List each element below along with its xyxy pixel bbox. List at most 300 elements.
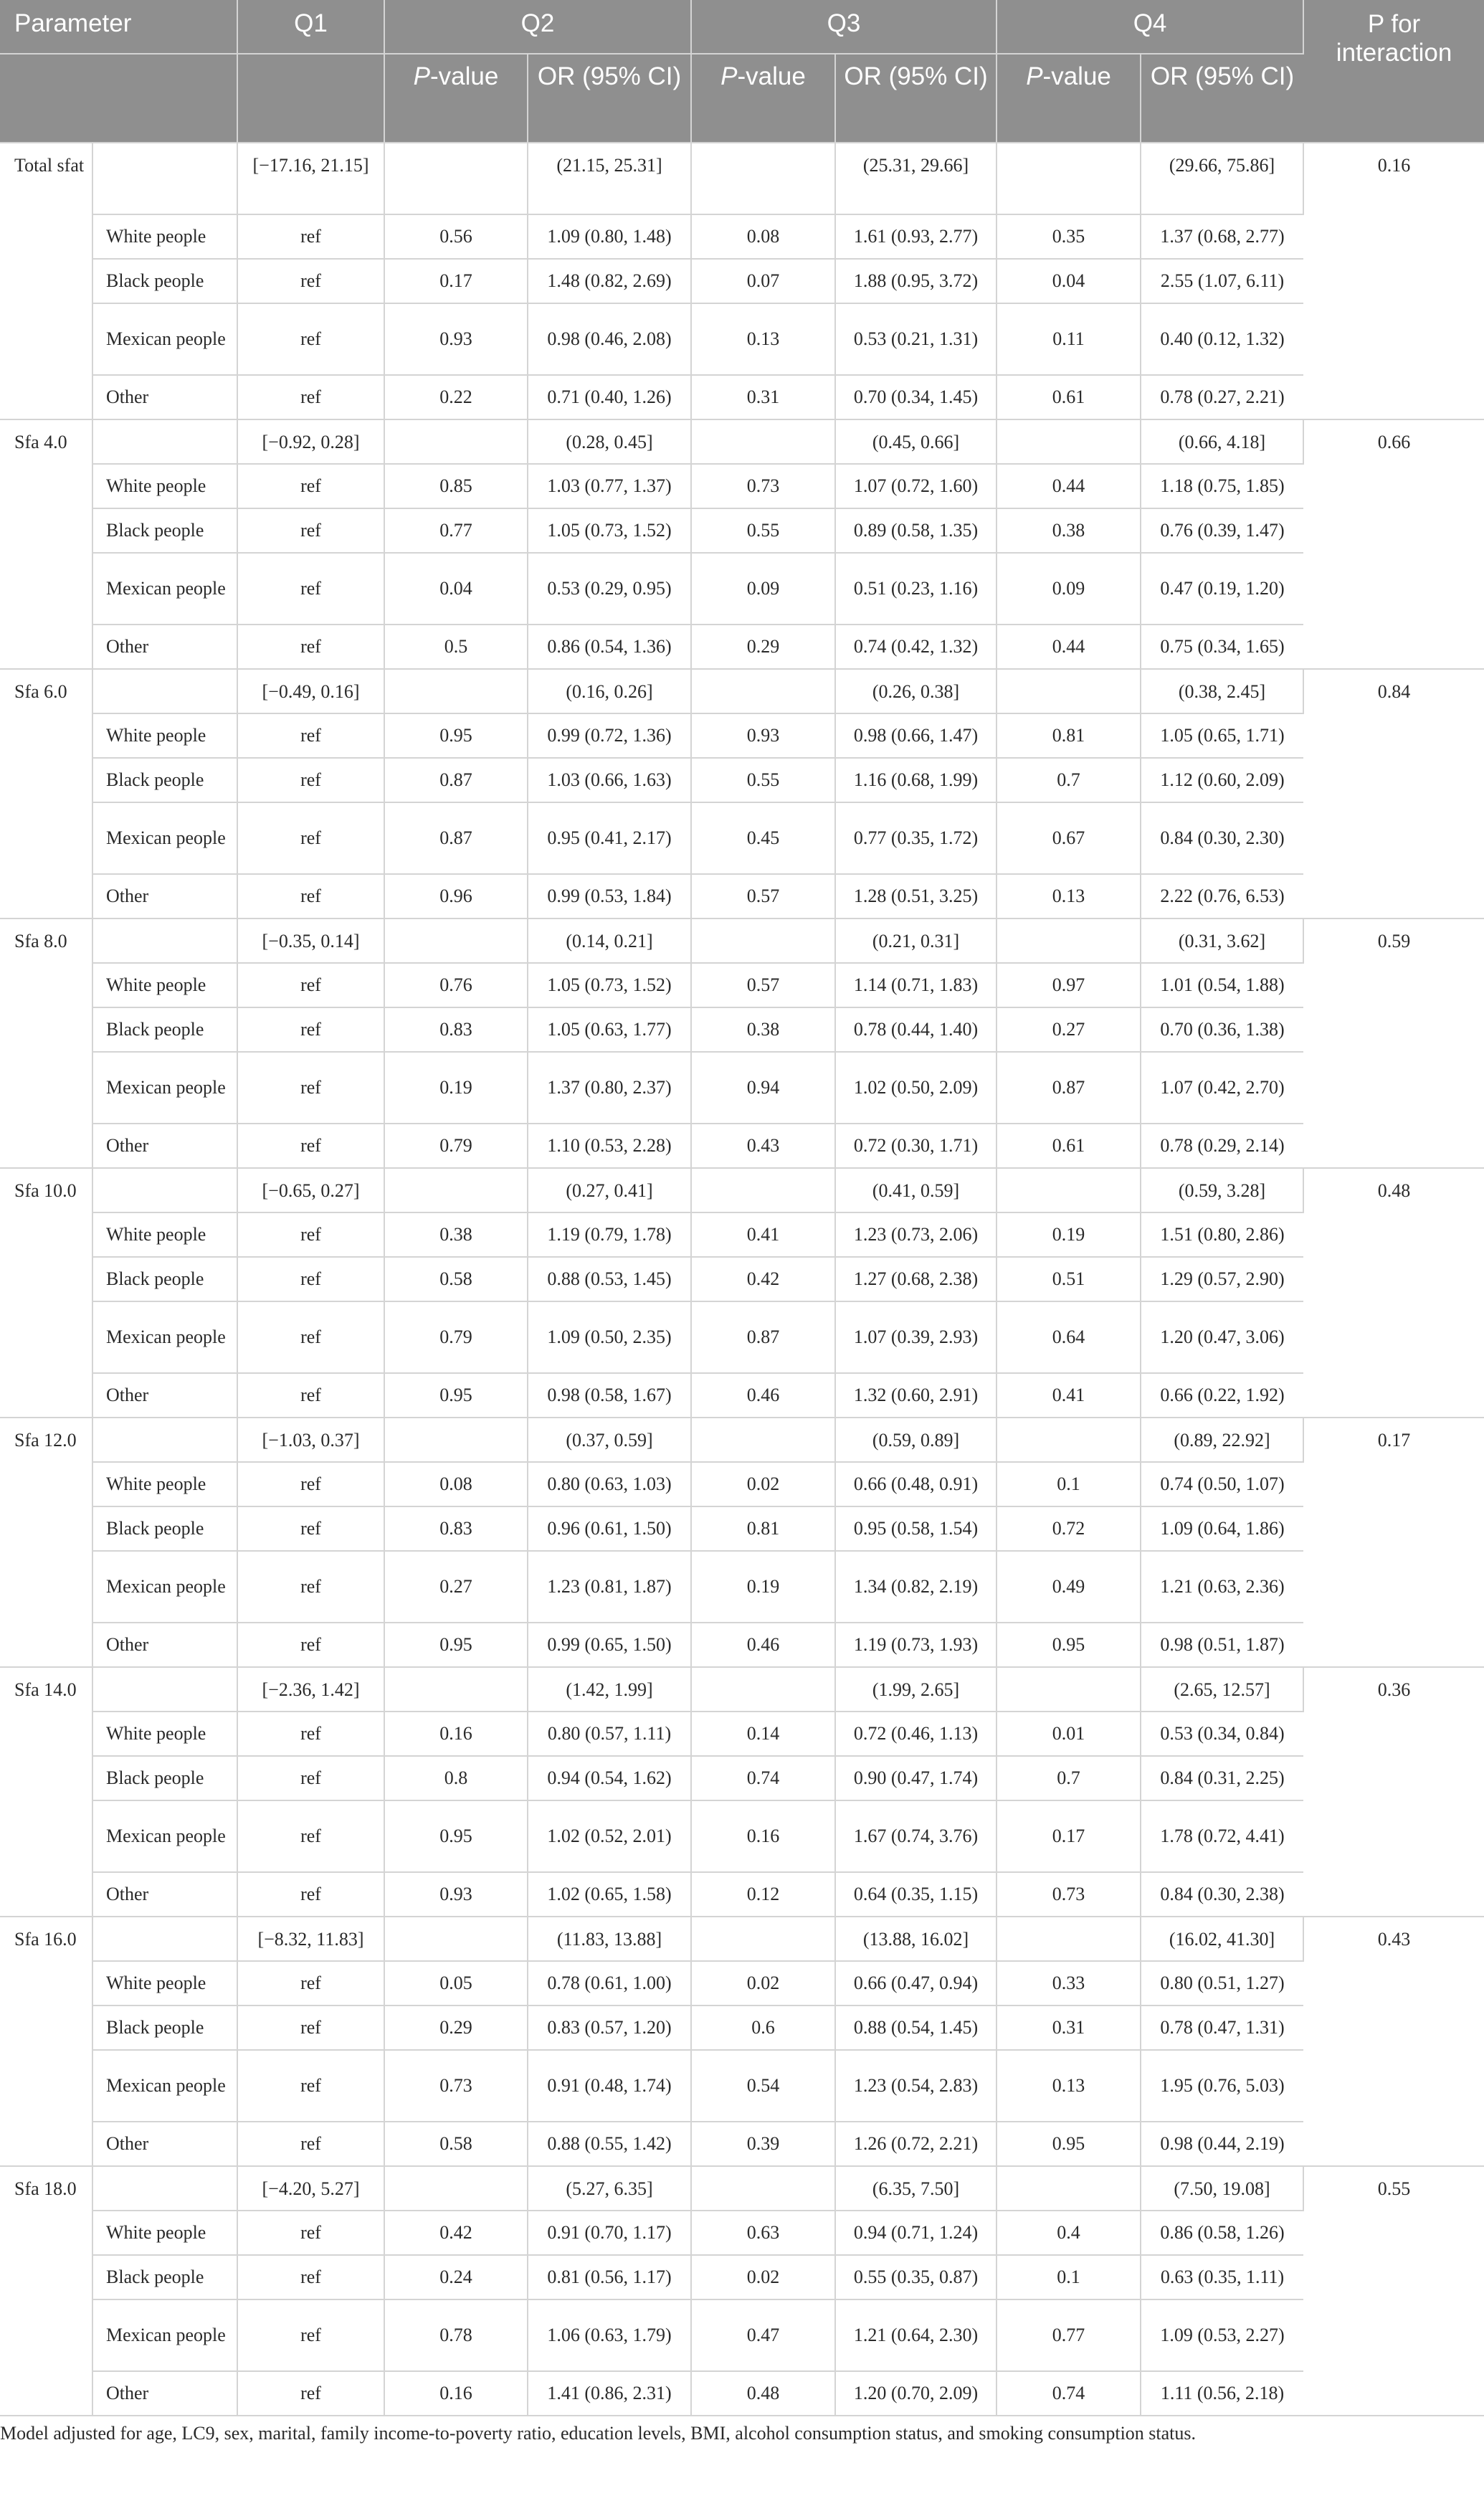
p-value-q2: 0.87: [384, 802, 528, 874]
race-label: White people: [92, 713, 237, 758]
table-row: [0, 1551, 1484, 1623]
race-label: Black people: [92, 1756, 237, 1800]
p-value-q2: 0.95: [384, 1623, 528, 1667]
p-value-q2: 0.29: [384, 2006, 528, 2050]
or-ci-q3: 1.23 (0.54, 2.83): [835, 2050, 997, 2122]
or-ci-q4: 2.22 (0.76, 6.53): [1141, 874, 1303, 919]
range-q4: (0.31, 3.62]: [1141, 919, 1303, 963]
or-ci-q3: 1.88 (0.95, 3.72): [835, 259, 997, 303]
race-label: White people: [92, 1961, 237, 2006]
or-ci-q2: 0.99 (0.72, 1.36): [528, 713, 691, 758]
range-q3: (0.45, 0.66]: [835, 419, 997, 464]
p-value-q4: 0.27: [997, 1007, 1141, 1052]
or-ci-q2: 1.37 (0.80, 2.37): [528, 1052, 691, 1124]
race-label: Other: [92, 2371, 237, 2416]
table-row: [0, 464, 1484, 508]
p-value-q2: 0.05: [384, 1961, 528, 2006]
p-value-q3: 0.45: [691, 802, 835, 874]
or-ci-q4: 0.76 (0.39, 1.47): [1141, 508, 1303, 553]
range-q4: (0.66, 4.18]: [1141, 419, 1303, 464]
p-value-q4: 0.97: [997, 963, 1141, 1007]
or-ci-q2: 1.48 (0.82, 2.69): [528, 259, 691, 303]
p-rest: -value: [430, 62, 499, 90]
p-value-q2: 0.58: [384, 2122, 528, 2166]
or-ci-q3: 1.07 (0.72, 1.60): [835, 464, 997, 508]
or-ci-q3: 1.07 (0.39, 2.93): [835, 1301, 997, 1373]
p-value-q2: 0.95: [384, 1800, 528, 1872]
or-ci-q2: 0.96 (0.61, 1.50): [528, 1506, 691, 1551]
or-ci-q4: 0.40 (0.12, 1.32): [1141, 303, 1303, 375]
header-p-value-q4: [997, 54, 1141, 143]
table-row: [0, 1961, 1484, 2006]
q1-ref: ref: [237, 1756, 384, 1800]
q1-ref: ref: [237, 802, 384, 874]
p-value-q3: 0.94: [691, 1052, 835, 1124]
table-row: [0, 214, 1484, 259]
or-ci-q4: 0.78 (0.27, 2.21): [1141, 375, 1303, 419]
p-value-q4: 0.19: [997, 1212, 1141, 1257]
p-value-q3: 0.02: [691, 2255, 835, 2299]
table-row-range: [0, 1667, 1484, 1712]
range-q4: (2.65, 12.57]: [1141, 1667, 1303, 1712]
or-ci-q4: 0.47 (0.19, 1.20): [1141, 553, 1303, 625]
or-ci-q2: 1.23 (0.81, 1.87): [528, 1551, 691, 1623]
range-q1: [−0.49, 0.16]: [237, 669, 384, 713]
or-ci-q2: 1.05 (0.73, 1.52): [528, 963, 691, 1007]
race-label: White people: [92, 963, 237, 1007]
p-value-q3: 0.73: [691, 464, 835, 508]
or-ci-q4: 1.51 (0.80, 2.86): [1141, 1212, 1303, 1257]
q1-ref: ref: [237, 464, 384, 508]
or-ci-q2: 0.94 (0.54, 1.62): [528, 1756, 691, 1800]
q1-ref: ref: [237, 1301, 384, 1373]
or-ci-q3: 1.19 (0.73, 1.93): [835, 1623, 997, 1667]
p-value-q2: 0.76: [384, 963, 528, 1007]
table-row: [0, 1052, 1484, 1124]
or-ci-q4: 1.05 (0.65, 1.71): [1141, 713, 1303, 758]
p-value-q3: 0.14: [691, 1712, 835, 1756]
or-ci-q2: 0.53 (0.29, 0.95): [528, 553, 691, 625]
p-for-interaction-value: 0.36: [1303, 1667, 1484, 1917]
q1-ref: ref: [237, 2255, 384, 2299]
range-q2: (0.16, 0.26]: [528, 669, 691, 713]
q1-ref: ref: [237, 1212, 384, 1257]
p-value-q3: 0.54: [691, 2050, 835, 2122]
table-row: [0, 1301, 1484, 1373]
or-ci-q2: 1.06 (0.63, 1.79): [528, 2299, 691, 2371]
table-row: [0, 1872, 1484, 1917]
or-ci-q4: 0.80 (0.51, 1.27): [1141, 1961, 1303, 2006]
p-value-q2: 0.95: [384, 713, 528, 758]
range-q2: (0.27, 0.41]: [528, 1168, 691, 1212]
race-label: Black people: [92, 1007, 237, 1052]
blank-p4: [997, 1917, 1141, 1961]
race-cell-empty: [92, 669, 237, 713]
range-q2: (5.27, 6.35]: [528, 2166, 691, 2211]
p-rest: -value: [737, 62, 806, 90]
or-ci-q2: 1.02 (0.52, 2.01): [528, 1800, 691, 1872]
blank-p3: [691, 1418, 835, 1462]
p-value-q4: 0.61: [997, 1124, 1141, 1168]
or-ci-q4: 0.98 (0.44, 2.19): [1141, 2122, 1303, 2166]
p-value-q2: 0.79: [384, 1124, 528, 1168]
p-value-q3: 0.87: [691, 1301, 835, 1373]
table-row-range: [0, 919, 1484, 963]
race-label: Other: [92, 1373, 237, 1418]
or-ci-q2: 0.98 (0.58, 1.67): [528, 1373, 691, 1418]
row-parameter: Sfa 6.0: [0, 669, 92, 919]
or-ci-q4: 1.29 (0.57, 2.90): [1141, 1257, 1303, 1301]
blank-p4: [997, 143, 1141, 214]
header-blank-q1: [237, 54, 384, 143]
or-ci-q4: 1.07 (0.42, 2.70): [1141, 1052, 1303, 1124]
race-label: Mexican people: [92, 1800, 237, 1872]
range-q1: [−0.35, 0.14]: [237, 919, 384, 963]
race-label: Other: [92, 2122, 237, 2166]
q1-ref: ref: [237, 1623, 384, 1667]
p-value-q2: 0.93: [384, 303, 528, 375]
or-ci-q4: 1.21 (0.63, 2.36): [1141, 1551, 1303, 1623]
or-ci-q4: 1.11 (0.56, 2.18): [1141, 2371, 1303, 2416]
range-q2: (11.83, 13.88]: [528, 1917, 691, 1961]
table-row: [0, 1373, 1484, 1418]
blank-p2: [384, 669, 528, 713]
q1-ref: ref: [237, 1052, 384, 1124]
header-p-for-interaction: P for interaction: [1303, 0, 1484, 143]
p-value-q3: 0.6: [691, 2006, 835, 2050]
race-cell-empty: [92, 2166, 237, 2211]
race-cell-empty: [92, 143, 237, 214]
p-value-q2: 0.87: [384, 758, 528, 802]
p-value-q4: 0.51: [997, 1257, 1141, 1301]
p-value-q4: 0.7: [997, 758, 1141, 802]
table-row-range: [0, 419, 1484, 464]
or-ci-q4: 0.78 (0.29, 2.14): [1141, 1124, 1303, 1168]
p-value-q4: 0.13: [997, 2050, 1141, 2122]
p-value-q2: 0.77: [384, 508, 528, 553]
or-ci-q2: 0.88 (0.55, 1.42): [528, 2122, 691, 2166]
p-value-q4: 0.73: [997, 1872, 1141, 1917]
or-ci-q4: 0.66 (0.22, 1.92): [1141, 1373, 1303, 1418]
or-ci-q3: 0.77 (0.35, 1.72): [835, 802, 997, 874]
table-row: [0, 1257, 1484, 1301]
p-value-q2: 0.16: [384, 2371, 528, 2416]
race-label: Mexican people: [92, 303, 237, 375]
race-label: Other: [92, 1124, 237, 1168]
p-value-q4: 0.95: [997, 1623, 1141, 1667]
or-ci-q2: 0.99 (0.53, 1.84): [528, 874, 691, 919]
q1-ref: ref: [237, 2050, 384, 2122]
table-body: [0, 143, 1484, 2416]
p-value-q3: 0.07: [691, 259, 835, 303]
table-row: [0, 625, 1484, 669]
p-value-q4: 0.04: [997, 259, 1141, 303]
or-ci-q3: 1.27 (0.68, 2.38): [835, 1257, 997, 1301]
range-q4: (29.66, 75.86]: [1141, 143, 1303, 214]
p-value-q2: 0.22: [384, 375, 528, 419]
p-value-q4: 0.33: [997, 1961, 1141, 2006]
p-value-q3: 0.41: [691, 1212, 835, 1257]
or-ci-q3: 0.55 (0.35, 0.87): [835, 2255, 997, 2299]
or-ci-q2: 1.05 (0.73, 1.52): [528, 508, 691, 553]
p-for-interaction-value: 0.16: [1303, 143, 1484, 419]
header-or-ci-q3: OR (95% CI): [835, 54, 997, 143]
p-value-q4: 0.77: [997, 2299, 1141, 2371]
table-row: [0, 1007, 1484, 1052]
or-ci-q3: 0.74 (0.42, 1.32): [835, 625, 997, 669]
race-cell-empty: [92, 919, 237, 963]
or-ci-q4: 0.98 (0.51, 1.87): [1141, 1623, 1303, 1667]
p-value-q4: 0.1: [997, 1462, 1141, 1506]
p-value-q3: 0.31: [691, 375, 835, 419]
or-ci-q3: 1.28 (0.51, 3.25): [835, 874, 997, 919]
table-row: [0, 303, 1484, 375]
or-ci-q4: 1.09 (0.53, 2.27): [1141, 2299, 1303, 2371]
race-cell-empty: [92, 419, 237, 464]
header-q3: Q3: [691, 0, 997, 54]
table-row: [0, 963, 1484, 1007]
or-ci-q2: 1.10 (0.53, 2.28): [528, 1124, 691, 1168]
or-ci-q2: 1.09 (0.80, 1.48): [528, 214, 691, 259]
q1-ref: ref: [237, 1961, 384, 2006]
or-ci-q2: 1.03 (0.66, 1.63): [528, 758, 691, 802]
or-ci-q2: 0.91 (0.48, 1.74): [528, 2050, 691, 2122]
table-row: [0, 2006, 1484, 2050]
blank-p3: [691, 2166, 835, 2211]
blank-p3: [691, 1667, 835, 1712]
p-value-q4: 0.13: [997, 874, 1141, 919]
or-ci-q4: 1.37 (0.68, 2.77): [1141, 214, 1303, 259]
blank-p3: [691, 669, 835, 713]
or-ci-q3: 0.94 (0.71, 1.24): [835, 2211, 997, 2255]
p-value-q2: 0.24: [384, 2255, 528, 2299]
p-value-q4: 0.67: [997, 802, 1141, 874]
blank-p2: [384, 2166, 528, 2211]
p-value-q2: 0.85: [384, 464, 528, 508]
range-q1: [−0.65, 0.27]: [237, 1168, 384, 1212]
p-value-q2: 0.95: [384, 1373, 528, 1418]
row-parameter: Sfa 14.0: [0, 1667, 92, 1917]
blank-p2: [384, 919, 528, 963]
header-q1: Q1: [237, 0, 384, 54]
or-ci-q4: 0.78 (0.47, 1.31): [1141, 2006, 1303, 2050]
or-ci-q4: 1.18 (0.75, 1.85): [1141, 464, 1303, 508]
row-parameter: Sfa 10.0: [0, 1168, 92, 1418]
p-value-q4: 0.09: [997, 553, 1141, 625]
p-value-q2: 0.73: [384, 2050, 528, 2122]
race-label: Black people: [92, 1506, 237, 1551]
q1-ref: ref: [237, 874, 384, 919]
q1-ref: ref: [237, 2299, 384, 2371]
or-ci-q4: 2.55 (1.07, 6.11): [1141, 259, 1303, 303]
header-or-ci-q4: OR (95% CI): [1141, 54, 1303, 143]
blank-p3: [691, 1168, 835, 1212]
or-ci-q4: 1.20 (0.47, 3.06): [1141, 1301, 1303, 1373]
blank-p4: [997, 2166, 1141, 2211]
race-label: Black people: [92, 2255, 237, 2299]
table-row: [0, 1800, 1484, 1872]
q1-ref: ref: [237, 1551, 384, 1623]
p-for-interaction-value: 0.43: [1303, 1917, 1484, 2166]
range-q1: [−0.92, 0.28]: [237, 419, 384, 464]
or-ci-q4: 0.63 (0.35, 1.11): [1141, 2255, 1303, 2299]
or-ci-q2: 1.19 (0.79, 1.78): [528, 1212, 691, 1257]
p-value-q2: 0.17: [384, 259, 528, 303]
race-label: Other: [92, 874, 237, 919]
q1-ref: ref: [237, 375, 384, 419]
blank-p2: [384, 1917, 528, 1961]
or-ci-q3: 0.89 (0.58, 1.35): [835, 508, 997, 553]
p-value-q3: 0.39: [691, 2122, 835, 2166]
or-ci-q4: 0.74 (0.50, 1.07): [1141, 1462, 1303, 1506]
p-value-q3: 0.02: [691, 1961, 835, 2006]
range-q3: (1.99, 2.65]: [835, 1667, 997, 1712]
q1-ref: ref: [237, 1872, 384, 1917]
race-label: Mexican people: [92, 1052, 237, 1124]
p-value-q4: 0.1: [997, 2255, 1141, 2299]
p-value-q2: 0.38: [384, 1212, 528, 1257]
or-ci-q2: 0.95 (0.41, 2.17): [528, 802, 691, 874]
range-q4: (0.59, 3.28]: [1141, 1168, 1303, 1212]
race-label: White people: [92, 214, 237, 259]
p-value-q3: 0.42: [691, 1257, 835, 1301]
q1-ref: ref: [237, 214, 384, 259]
q1-ref: ref: [237, 2371, 384, 2416]
range-q3: (0.41, 0.59]: [835, 1168, 997, 1212]
p-value-q3: 0.38: [691, 1007, 835, 1052]
p-value-q3: 0.74: [691, 1756, 835, 1800]
p-for-interaction-value: 0.55: [1303, 2166, 1484, 2416]
table-row-range: [0, 669, 1484, 713]
p-value-q4: 0.17: [997, 1800, 1141, 1872]
p-value-q4: 0.95: [997, 2122, 1141, 2166]
range-q1: [−2.36, 1.42]: [237, 1667, 384, 1712]
or-ci-q3: 1.67 (0.74, 3.76): [835, 1800, 997, 1872]
table-row: [0, 1506, 1484, 1551]
blank-p4: [997, 419, 1141, 464]
q1-ref: ref: [237, 758, 384, 802]
or-ci-q3: 1.21 (0.64, 2.30): [835, 2299, 997, 2371]
range-q4: (0.89, 22.92]: [1141, 1418, 1303, 1462]
p-value-q3: 0.57: [691, 874, 835, 919]
table-row-range: [0, 143, 1484, 214]
p-value-q3: 0.16: [691, 1800, 835, 1872]
or-ci-q3: 1.16 (0.68, 1.99): [835, 758, 997, 802]
or-ci-q3: 1.26 (0.72, 2.21): [835, 2122, 997, 2166]
or-ci-q4: 1.09 (0.64, 1.86): [1141, 1506, 1303, 1551]
table-row: [0, 713, 1484, 758]
p-value-q4: 0.35: [997, 214, 1141, 259]
row-parameter: Total sfat: [0, 143, 92, 419]
p-value-q2: 0.79: [384, 1301, 528, 1373]
or-ci-q3: 1.20 (0.70, 2.09): [835, 2371, 997, 2416]
or-ci-q3: 1.61 (0.93, 2.77): [835, 214, 997, 259]
range-q3: (6.35, 7.50]: [835, 2166, 997, 2211]
range-q2: (0.14, 0.21]: [528, 919, 691, 963]
race-label: Other: [92, 1872, 237, 1917]
q1-ref: ref: [237, 1373, 384, 1418]
p-value-q4: 0.64: [997, 1301, 1141, 1373]
blank-p4: [997, 1418, 1141, 1462]
or-ci-q3: 1.32 (0.60, 2.91): [835, 1373, 997, 1418]
p-value-q3: 0.48: [691, 2371, 835, 2416]
or-ci-q3: 0.72 (0.30, 1.71): [835, 1124, 997, 1168]
table-row: [0, 758, 1484, 802]
p-value-q3: 0.12: [691, 1872, 835, 1917]
p-italic: P: [413, 62, 431, 90]
p-value-q2: 0.27: [384, 1551, 528, 1623]
or-ci-q2: 0.91 (0.70, 1.17): [528, 2211, 691, 2255]
blank-p2: [384, 1168, 528, 1212]
range-q2: (21.15, 25.31]: [528, 143, 691, 214]
or-ci-q3: 1.23 (0.73, 2.06): [835, 1212, 997, 1257]
or-ci-q2: 0.71 (0.40, 1.26): [528, 375, 691, 419]
or-ci-q2: 0.78 (0.61, 1.00): [528, 1961, 691, 2006]
p-value-q2: 0.5: [384, 625, 528, 669]
race-label: White people: [92, 1212, 237, 1257]
or-ci-q2: 0.99 (0.65, 1.50): [528, 1623, 691, 1667]
p-value-q2: 0.08: [384, 1462, 528, 1506]
range-q4: (0.38, 2.45]: [1141, 669, 1303, 713]
race-label: Black people: [92, 758, 237, 802]
or-ci-q3: 0.90 (0.47, 1.74): [835, 1756, 997, 1800]
range-q2: (0.28, 0.45]: [528, 419, 691, 464]
q1-ref: ref: [237, 1462, 384, 1506]
p-value-q3: 0.43: [691, 1124, 835, 1168]
range-q1: [−1.03, 0.37]: [237, 1418, 384, 1462]
table-row: [0, 1712, 1484, 1756]
table-row: [0, 1623, 1484, 1667]
p-value-q3: 0.57: [691, 963, 835, 1007]
range-q1: [−4.20, 5.27]: [237, 2166, 384, 2211]
q1-ref: ref: [237, 259, 384, 303]
race-label: White people: [92, 1462, 237, 1506]
table-row-range: [0, 1917, 1484, 1961]
p-value-q2: 0.19: [384, 1052, 528, 1124]
or-ci-q2: 1.03 (0.77, 1.37): [528, 464, 691, 508]
q1-ref: ref: [237, 2122, 384, 2166]
race-label: Mexican people: [92, 2299, 237, 2371]
race-label: Mexican people: [92, 1301, 237, 1373]
p-for-interaction-value: 0.66: [1303, 419, 1484, 669]
table-row: [0, 1462, 1484, 1506]
table-row: [0, 2299, 1484, 2371]
row-parameter: Sfa 12.0: [0, 1418, 92, 1667]
table-row: [0, 553, 1484, 625]
q1-ref: ref: [237, 625, 384, 669]
race-label: Mexican people: [92, 2050, 237, 2122]
or-ci-q2: 1.05 (0.63, 1.77): [528, 1007, 691, 1052]
p-value-q2: 0.42: [384, 2211, 528, 2255]
race-label: White people: [92, 2211, 237, 2255]
race-label: White people: [92, 464, 237, 508]
or-ci-q3: 0.98 (0.66, 1.47): [835, 713, 997, 758]
table-header: [0, 0, 1484, 143]
header-q2: Q2: [384, 0, 691, 54]
or-ci-q4: 1.12 (0.60, 2.09): [1141, 758, 1303, 802]
p-italic: P: [720, 62, 738, 90]
table-row: [0, 2211, 1484, 2255]
blank-p3: [691, 1917, 835, 1961]
q1-ref: ref: [237, 1800, 384, 1872]
or-ci-q3: 0.72 (0.46, 1.13): [835, 1712, 997, 1756]
p-value-q3: 0.02: [691, 1462, 835, 1506]
blank-p4: [997, 1168, 1141, 1212]
or-ci-q2: 0.80 (0.63, 1.03): [528, 1462, 691, 1506]
or-ci-q4: 0.84 (0.31, 2.25): [1141, 1756, 1303, 1800]
or-ci-q2: 0.98 (0.46, 2.08): [528, 303, 691, 375]
or-ci-q3: 0.64 (0.35, 1.15): [835, 1872, 997, 1917]
